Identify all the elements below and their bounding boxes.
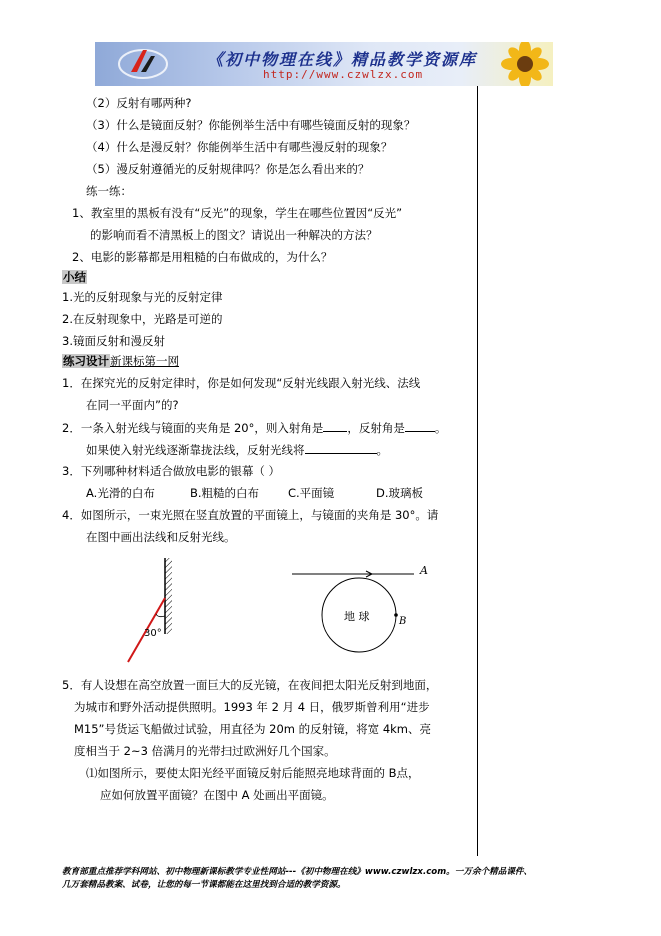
q2-text-a: 2．一条入射光线与镜面的夹角是 20°，则入射角是 [62, 421, 324, 435]
angle-label: 30° [144, 628, 162, 639]
exercise-q5-sub-line1: ⑴如图所示，要使太阳光经平面镜反射后能照亮地球背面的 B点， [86, 766, 420, 780]
option-c: C.平面镜 [288, 486, 335, 500]
question-4: （4）什么是漫反射？你能例举生活中有哪些漫反射的现象？ [86, 140, 393, 154]
summary-item-3: 3.镜面反射和漫反射 [62, 334, 165, 348]
option-b: B.粗糙的白布 [190, 486, 260, 500]
point-b-label: B [399, 616, 407, 627]
right-margin-line [477, 86, 478, 856]
summary-item-1: 1.光的反射现象与光的反射定律 [62, 290, 223, 304]
blank-reflection-angle[interactable] [405, 420, 435, 432]
exercise-sublabel[interactable]: 新课标第一网 [110, 354, 179, 368]
exercise-q4-line2: 在图中画出法线和反射光线。 [86, 530, 236, 544]
exercise-q2-line2 [86, 442, 388, 457]
question-3: （3）什么是镜面反射？你能例举生活中有哪些镜面反射的现象？ [86, 118, 416, 132]
exercise-q5-sub-line2: 应如何放置平面镜？在图中 A 处画出平面镜。 [100, 788, 334, 802]
earth-label: 地 球 [344, 610, 370, 623]
sunflower-icon [485, 42, 553, 86]
exercise-q1-line1: 1．在探究光的反射定律时，你是如何发现“反射光线跟入射光线、法线 [62, 376, 421, 390]
banner-url[interactable]: http://www.czwlzx.com [263, 68, 424, 81]
practice-q1-line2: 的影响而看不清黑板上的图文？请说出一种解决的方法？ [90, 228, 378, 242]
footer-line-2: 几万套精品教案、试卷，让您的每一节课都能在这里找到合适的教学资源。 [62, 880, 346, 890]
blank-incidence-angle[interactable] [323, 420, 347, 432]
angle-arc [156, 614, 165, 617]
summary-item-2: 2.在反射现象中，光路是可逆的 [62, 312, 223, 326]
practice-q2: 2、电影的影幕都是用粗糙的白布做成的，为什么？ [72, 250, 333, 264]
point-a-label: A [420, 564, 428, 577]
exercise-q5-line2: 为城市和野外活动提供照明。1993 年 2 月 4 日，俄罗斯曾利用“进步 [74, 700, 430, 714]
mirror-hatching [165, 558, 172, 634]
option-d: D.玻璃板 [376, 486, 424, 500]
exercise-q3: 3．下列哪种材料适合做放电影的银幕（ ） [62, 464, 280, 478]
summary-label: 小结 [63, 270, 86, 284]
q2-line2-text: 如果使入射光线逐渐靠拢法线，反射光线将 [86, 443, 305, 457]
question-5: （5）漫反射遵循光的反射规律吗？你是怎么看出来的？ [86, 162, 370, 176]
practice-q1-line1: 1、教室里的黑板有没有“反光”的现象，学生在哪些位置因“反光” [72, 206, 403, 220]
q2-text-b: ，反射角是 [347, 421, 405, 435]
question-2: （2）反射有哪两种? [86, 96, 192, 110]
exercise-q2-line1 [62, 420, 446, 435]
q2-text-c: 。 [434, 421, 447, 435]
exercise-q4-line1: 4．如图所示，一束光照在竖直放置的平面镜上，与镜面的夹角是 30°。请 [62, 508, 439, 522]
point-b-dot [394, 613, 398, 617]
footer-line-1: 教育部重点推荐学科网站、初中物理新课标教学专业性网站---《初中物理在线》www.czwlzx.com。一万余个精品课件、 [62, 867, 533, 877]
exercise-q5-line4: 度相当于 2~3 倍满月的光带扫过欧洲好几个国家。 [74, 744, 336, 758]
exercise-q5-line1: 5．有人设想在高空放置一面巨大的反光镜，在夜间把太阳光反射到地面， [62, 678, 438, 692]
mirror-figure [120, 556, 200, 666]
exercise-q1-line2: 在同一平面内”的? [86, 398, 179, 412]
exercise-label: 练习设计 [63, 354, 109, 368]
exercise-q5-line3: M15”号货运飞船做过试验，用直径为 20m 的反射镜，将宽 4km、亮 [74, 722, 431, 736]
exercise-heading [62, 354, 179, 368]
option-a: A.光滑的白布 [86, 486, 155, 500]
banner-title: 《初中物理在线》精品教学资源库 [207, 50, 478, 69]
logo-icon [113, 42, 173, 86]
blank-reflected-ray[interactable] [305, 442, 377, 454]
practice-heading: 练一练： [86, 184, 132, 198]
earth-figure [286, 560, 446, 660]
q2-line2-end: 。 [376, 443, 388, 457]
header-banner [95, 42, 553, 86]
